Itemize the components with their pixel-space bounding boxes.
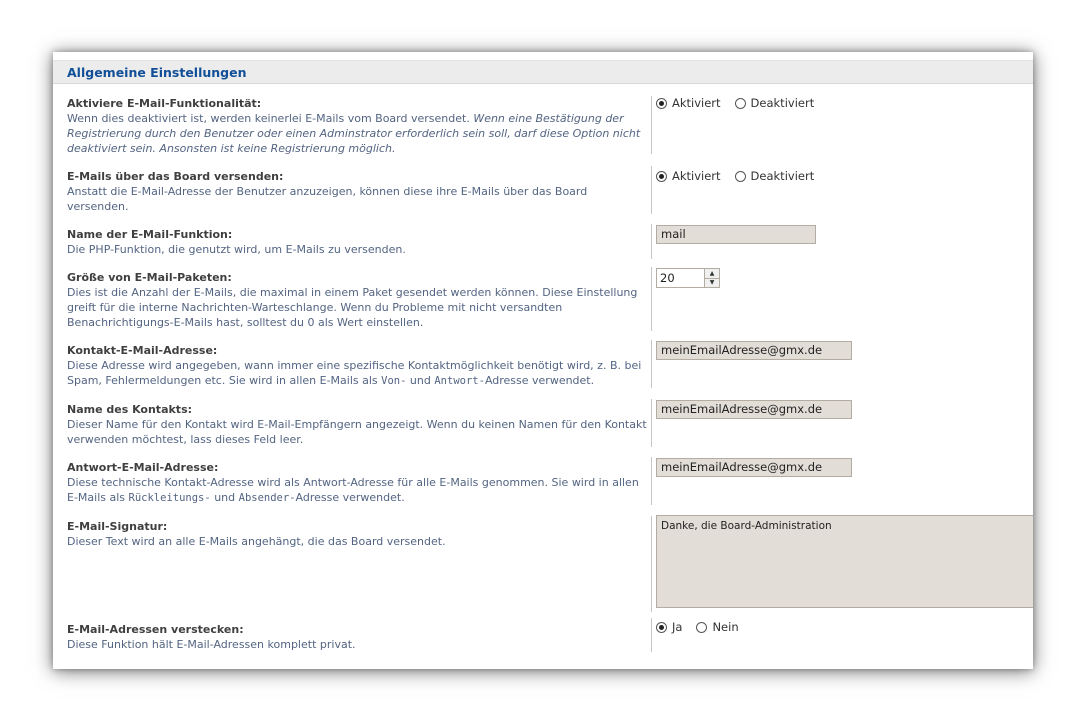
- spin-up-icon[interactable]: ▲: [705, 269, 719, 278]
- email-enable-options: [656, 96, 814, 110]
- package-size-value[interactable]: 20: [660, 271, 675, 285]
- column-divider: [651, 166, 652, 214]
- row-desc: Diese Funktion hält E-Mail-Adressen komplett privat.: [67, 638, 356, 651]
- row-desc: Dieser Name für den Kontakt wird E-Mail-Empfängern angezeigt. Wenn du keinen Namen für den Kontakt verwenden möchtest, lass dieses Feld leer.: [67, 418, 647, 446]
- row-board-email-label: [67, 460, 651, 506]
- row-desc-code: Antwort-: [434, 375, 485, 387]
- row-desc: Dies ist die Anzahl der E-Mails, die maximal in einem Paket gesendet werden können. Diese Einstellung greift für die interne Nachrichten-Warteschlange. Wenn du Probleme mit nicht versandten Benachrichtigungs-E-Mails hast, solltest du 0 als Wert einstellen.: [67, 286, 638, 329]
- row-title: Name des Kontakts:: [67, 403, 193, 416]
- radio-label: Ja: [672, 620, 683, 634]
- column-divider: [651, 224, 652, 259]
- radio-button-checked[interactable]: [656, 622, 667, 633]
- row-desc: Diese Adresse wird angegeben, wann immer eine spezifische Kontaktmöglichkeit benötigt wird, z. B. bei Spam, Fehlermeldungen etc. Sie wird in allen E-Mails als: [67, 359, 642, 387]
- row-title: E-Mail-Adressen verstecken:: [67, 623, 244, 636]
- spin-down-icon[interactable]: ▼: [705, 278, 719, 288]
- email-function-input[interactable]: mail: [656, 225, 816, 244]
- board-email-form-options: [656, 169, 814, 183]
- column-divider: [651, 399, 652, 447]
- row-title: Antwort-E-Mail-Adresse:: [67, 461, 219, 474]
- email-function-field: [656, 225, 816, 244]
- row-title: Kontakt-E-Mail-Adresse:: [67, 344, 218, 357]
- row-email-signature-label: [67, 519, 651, 549]
- row-email-package-size-label: [67, 270, 651, 330]
- radio-label: Nein: [712, 620, 739, 634]
- row-board-email-form-label: [67, 169, 651, 214]
- row-email-function-label: [67, 227, 651, 257]
- row-title: Größe von E-Mail-Paketen:: [67, 271, 232, 284]
- row-board-contact-name-label: [67, 402, 651, 447]
- row-title: Name der E-Mail-Funktion:: [67, 228, 233, 241]
- row-title: Aktiviere E-Mail-Funktionalität:: [67, 97, 262, 110]
- column-divider: [651, 516, 652, 612]
- row-desc: Adresse verwendet.: [295, 491, 405, 504]
- contact-name-input[interactable]: meinEmailAdresse@gmx.de: [656, 400, 852, 419]
- column-divider: [651, 457, 652, 505]
- row-desc-italic: Wenn eine Bestätigung der Registrierung durch den Benutzer oder einen Adminstrator erforderlich sein soll, darf diese Option nicht deaktiviert sein. Ansonsten ist keine Registrierung möglich.: [67, 112, 641, 155]
- radio-option-activated[interactable]: [656, 169, 721, 183]
- row-board-contact-label: [67, 343, 651, 389]
- radio-label: Aktiviert: [672, 169, 721, 183]
- row-title: E-Mail-Signatur:: [67, 520, 168, 533]
- row-desc: Die PHP-Funktion, die genutzt wird, um E-Mails zu versenden.: [67, 243, 406, 256]
- email-package-size-field: [656, 268, 720, 288]
- column-divider: [651, 618, 652, 652]
- radio-option-no[interactable]: [696, 620, 738, 634]
- column-divider: [651, 96, 652, 154]
- row-desc-code: Von-: [381, 375, 407, 387]
- contact-email-input[interactable]: meinEmailAdresse@gmx.de: [656, 341, 852, 360]
- radio-option-deactivated[interactable]: [735, 169, 815, 183]
- row-email-enable-label: [67, 96, 651, 156]
- board-contact-field: [656, 341, 852, 360]
- radio-label: Deaktiviert: [750, 169, 815, 183]
- hide-emails-options: [656, 620, 739, 634]
- board-email-field: [656, 458, 852, 477]
- row-desc: Diese technische Kontakt-Adresse wird als Antwort-Adresse für alle E-Mails genommen. Sie wird in allen E-Mails als: [67, 476, 639, 504]
- row-desc: Dieser Text wird an alle E-Mails angehängt, die das Board versendet.: [67, 535, 446, 548]
- email-signature-field: [656, 515, 1033, 608]
- package-size-stepper[interactable]: [656, 268, 720, 288]
- radio-label: Aktiviert: [672, 96, 721, 110]
- radio-button[interactable]: [735, 98, 746, 109]
- radio-option-deactivated[interactable]: [735, 96, 815, 110]
- fieldset-legend: Allgemeine Einstellungen: [67, 65, 247, 80]
- radio-label: Deaktiviert: [750, 96, 815, 110]
- row-desc-code: Absender-: [238, 492, 296, 504]
- row-desc-code: Rückleitungs-: [128, 492, 211, 504]
- row-desc: Adresse verwendet.: [484, 374, 595, 387]
- board-contact-name-field: [656, 400, 852, 419]
- signature-textarea[interactable]: Danke, die Board-Administration: [656, 515, 1033, 608]
- row-desc: und: [406, 374, 435, 387]
- row-hide-emails-label: [67, 622, 651, 652]
- radio-button[interactable]: [735, 171, 746, 182]
- radio-option-activated[interactable]: [656, 96, 721, 110]
- column-divider: [651, 340, 652, 388]
- radio-option-yes[interactable]: [656, 620, 682, 634]
- column-divider: [651, 267, 652, 331]
- radio-button-checked[interactable]: [656, 171, 667, 182]
- row-title: E-Mails über das Board versenden:: [67, 170, 284, 183]
- row-desc: Wenn dies deaktiviert ist, werden keinerlei E-Mails vom Board versendet.: [67, 112, 474, 125]
- reply-email-input[interactable]: meinEmailAdresse@gmx.de: [656, 458, 852, 477]
- row-desc: Anstatt die E-Mail-Adresse der Benutzer anzuzeigen, können diese ihre E-Mails über das Board versenden.: [67, 185, 588, 213]
- radio-button[interactable]: [696, 622, 707, 633]
- settings-panel: [53, 52, 1033, 669]
- radio-button-checked[interactable]: [656, 98, 667, 109]
- row-desc: und: [210, 491, 239, 504]
